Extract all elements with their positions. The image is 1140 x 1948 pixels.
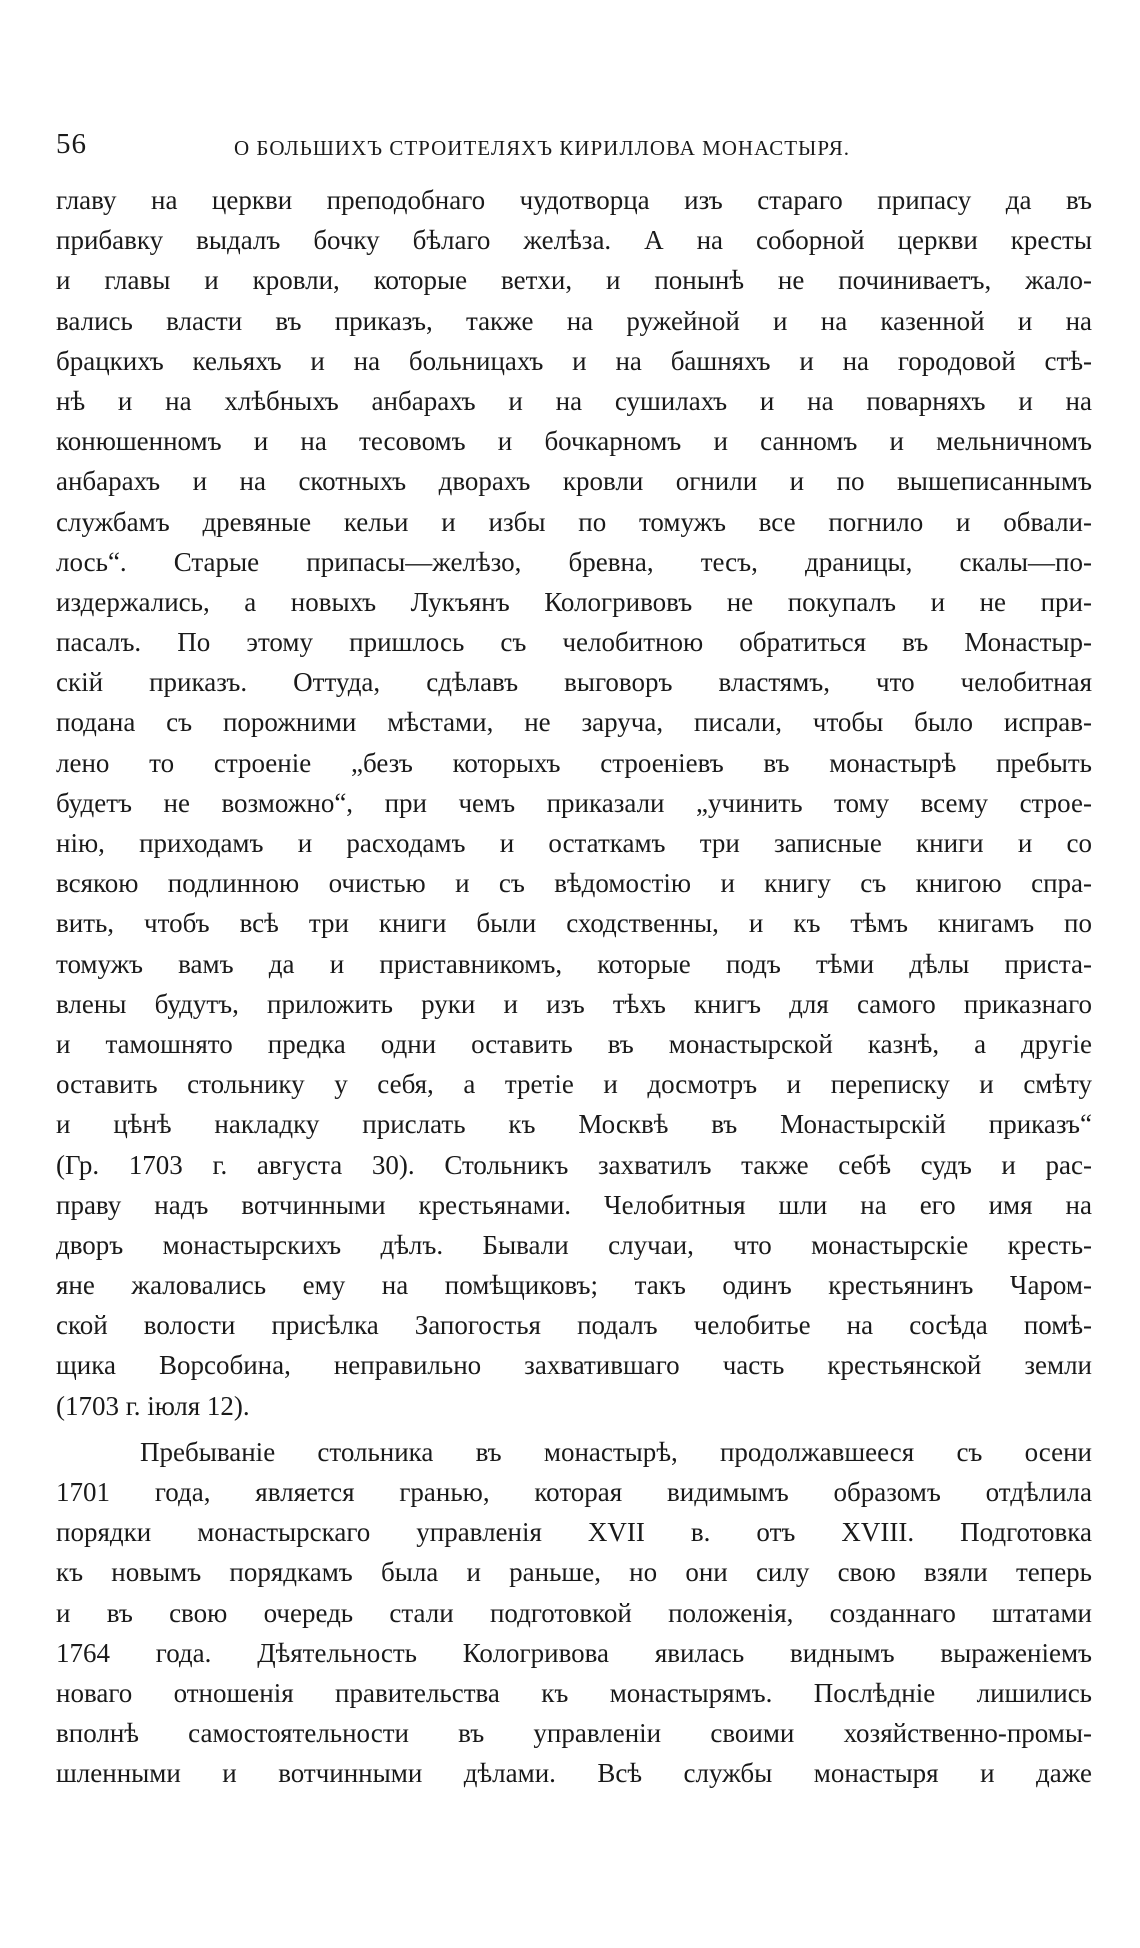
text-line: дворъ монастырскихъ дѣлъ. Бывали случаи, что монастырскіе кресть- bbox=[56, 1229, 1092, 1260]
text-line: 1764 года. Дѣятельность Кологривова явилась виднымъ выраженіемъ bbox=[56, 1637, 1092, 1668]
text-line: къ новымъ порядкамъ была и раньше, но они силу свою взяли теперь bbox=[56, 1557, 1092, 1588]
text-line: нѣ и на хлѣбныхъ анбарахъ и на сушилахъ и на поварняхъ и на bbox=[56, 385, 1092, 416]
text-line: щика Ворсобина, неправильно захватившаго часть крестьянской земли bbox=[56, 1350, 1092, 1381]
text-line: влены будутъ, приложить руки и изъ тѣхъ книгъ для самого приказнаго bbox=[56, 988, 1092, 1019]
running-head bbox=[56, 128, 1092, 172]
text-line: скій приказъ. Оттуда, сдѣлавъ выговоръ властямъ, что челобитная bbox=[56, 667, 1092, 698]
text-line: вались власти въ приказъ, также на ружейной и на казенной и на bbox=[56, 305, 1092, 336]
text-line: порядки монастырскаго управленія XVII в. отъ XVIII. Подготовка bbox=[56, 1517, 1092, 1548]
text-line: (Гр. 1703 г. августа 30). Стольникъ захватилъ также себѣ судъ и рас- bbox=[56, 1149, 1092, 1180]
text-line: оставить стольнику у себя, а третіе и досмотръ и переписку и смѣту bbox=[56, 1069, 1092, 1100]
text-line: шленными и вотчинными дѣлами. Всѣ службы монастыря и даже bbox=[56, 1758, 1092, 1789]
text-line: и тамошнято предка одни оставить въ монастырской казнѣ, а другіе bbox=[56, 1028, 1092, 1059]
paragraph-1 bbox=[56, 180, 1092, 1426]
text-line: пасалъ. По этому пришлось съ челобитною обратиться въ Монастыр- bbox=[56, 627, 1092, 658]
text-line: 1701 года, является гранью, которая видимымъ образомъ отдѣлила bbox=[56, 1477, 1092, 1507]
text-line: всякою подлинною очистью и съ вѣдомостію и книгу съ книгою спра- bbox=[56, 868, 1092, 899]
text-line: брацкихъ кельяхъ и на больницахъ и на башняхъ и на городовой стѣ- bbox=[56, 345, 1092, 376]
text-line: службамъ древяные кельи и избы по томужъ все погнило и обвали- bbox=[56, 506, 1092, 537]
text-line: новаго отношенія правительства къ монастырямъ. Послѣдніе лишились bbox=[56, 1677, 1092, 1708]
text-line: будетъ не возможно“, при чемъ приказали „учинить тому всему строе- bbox=[56, 787, 1092, 818]
text-line: главу на церкви преподобнаго чудотворца изъ стараго припасу да въ bbox=[56, 185, 1092, 215]
text-line: лено то строеніе „безъ которыхъ строеніевъ въ монастырѣ пребыть bbox=[56, 747, 1092, 778]
text-line: и въ свою очередь стали подготовкой положенія, созданнаго штатами bbox=[56, 1597, 1092, 1628]
text-line: яне жаловались ему на помѣщиковъ; такъ одинъ крестьянинъ Чаром- bbox=[56, 1270, 1092, 1301]
text-line: и цѣнѣ накладку прислать къ Москвѣ въ Монастырскій приказъ“ bbox=[56, 1109, 1092, 1140]
book-page bbox=[56, 128, 1092, 1794]
text-line: ской волости присѣлка Запогостья подалъ челобитье на сосѣда помѣ- bbox=[56, 1310, 1092, 1341]
text-line: нію, приходамъ и расходамъ и остаткамъ три записные книги и со bbox=[56, 828, 1092, 858]
running-title: О БОЛЬШИХЪ СТРОИТЕЛЯХЪ КИРИЛЛОВА МОНАСТЫРЯ. bbox=[234, 136, 850, 160]
text-line: вполнѣ самостоятельности въ управленіи своими хозяйственно-промы- bbox=[56, 1718, 1092, 1749]
text-line: Пребываніе стольника въ монастырѣ, продолжавшееся съ осени bbox=[140, 1436, 1092, 1467]
text-line: и главы и кровли, которые ветхи, и понынѣ не починиваетъ, жало- bbox=[56, 265, 1092, 296]
paragraph-2 bbox=[56, 1432, 1092, 1794]
text-line: праву надъ вотчинными крестьянами. Челобитныя шли на его имя на bbox=[56, 1189, 1092, 1220]
text-line: подана съ порожними мѣстами, не заруча, писали, чтобы было исправ- bbox=[56, 707, 1092, 738]
text-line: прибавку выдалъ бочку бѣлаго желѣза. А на соборной церкви кресты bbox=[56, 225, 1092, 256]
text-line: вить, чтобъ всѣ три книги были сходственны, и къ тѣмъ книгамъ по bbox=[56, 908, 1092, 939]
text-line: анбарахъ и на скотныхъ дворахъ кровли огнили и по вышеписаннымъ bbox=[56, 466, 1092, 497]
page-number: 56 bbox=[56, 128, 87, 160]
text-line: конюшенномъ и на тесовомъ и бочкарномъ и санномъ и мельничномъ bbox=[56, 426, 1092, 457]
text-line: (1703 г. іюля 12). bbox=[56, 1390, 250, 1421]
text-line: лось“. Старые припасы—желѣзо, бревна, тесъ, драницы, скалы—по- bbox=[56, 546, 1092, 577]
text-line: томужъ вамъ да и приставникомъ, которые подъ тѣми дѣлы приста- bbox=[56, 948, 1092, 979]
text-line: издержались, а новыхъ Лукъянъ Кологривовъ не покупалъ и не при- bbox=[56, 586, 1092, 617]
